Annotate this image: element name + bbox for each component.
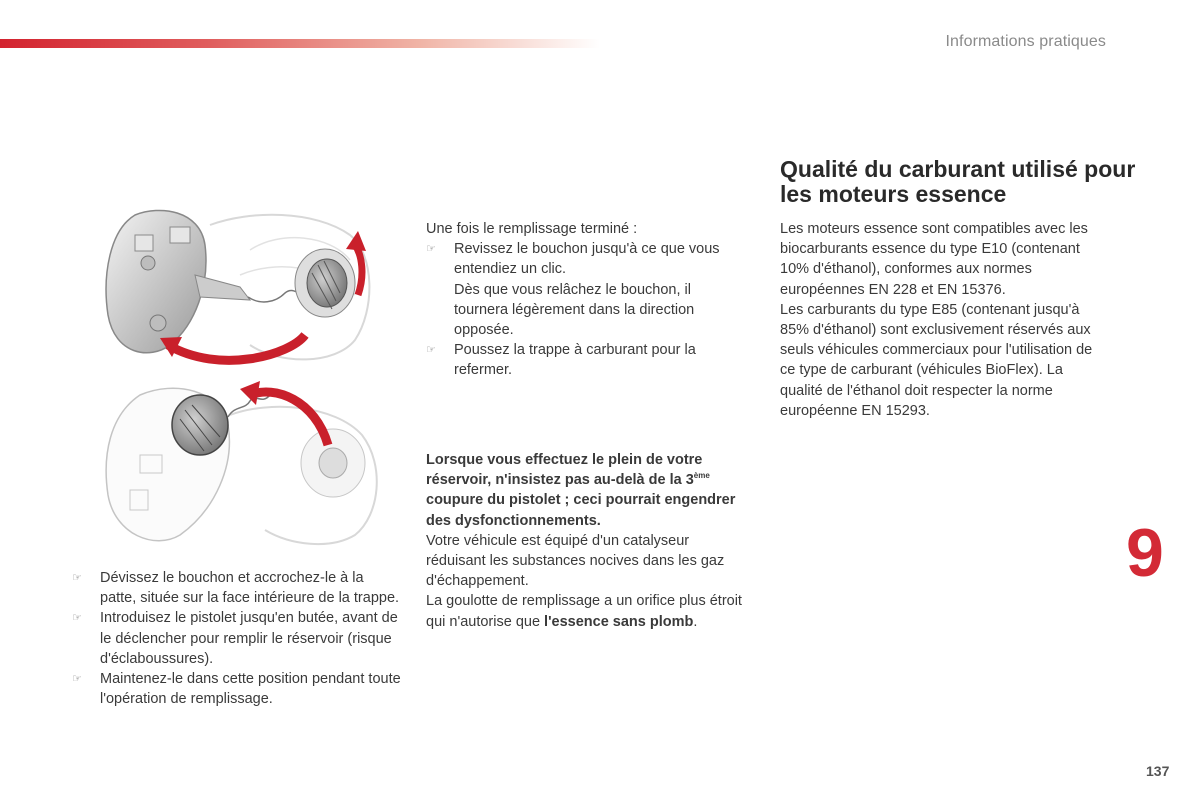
- section-header: Informations pratiques: [945, 33, 1106, 50]
- filler-neck-text: La goulotte de remplissage a un orifice plus étroit qui n'autorise que: [426, 593, 742, 630]
- fuel-quality-column: [780, 219, 1100, 421]
- fueling-steps-column: [72, 568, 402, 709]
- step-unscrew-text: Dévissez le bouchon et accrochez-le à la patte, située sur la face intérieure de la trappe.: [100, 570, 400, 607]
- fuel-cap-illustration: [100, 205, 380, 550]
- header-accent-bar: [0, 39, 600, 48]
- step-rescrew-text: Revissez le bouchon jusqu'à ce que vous entendiez un clic.: [454, 241, 720, 278]
- fuel-quality-heading: Qualité du carburant utilisé pour les moteurs essence: [780, 156, 1136, 207]
- nozzle-warning-part1: Lorsque vous effectuez le plein de votre réservoir, n'insistez pas au-delà de la 3: [426, 452, 703, 489]
- step-rescrew-note: Dès que vous relâchez le bouchon, il tournera légèrement dans la direction opposée.: [454, 281, 695, 339]
- list-item: [426, 239, 746, 340]
- e10-paragraph: Les moteurs essence sont compatibles avec les biocarburants essence du type E10 (contenant 10% d'éthanol), conformes aux normes européennes EN 228 et EN 15376.: [780, 221, 1088, 298]
- pointing-hand-icon: ☞: [72, 673, 82, 686]
- pointing-hand-icon: ☞: [72, 612, 82, 625]
- after-fueling-column: [426, 219, 746, 381]
- unleaded-fuel-emphasis: l'essence sans plomb: [544, 613, 694, 630]
- step-insert-nozzle-text: Introduisez le pistolet jusqu'en butée, avant de le déclencher pour remplir le réservoir (risque d'éclaboussures).: [100, 610, 398, 667]
- pointing-hand-icon: ☞: [72, 572, 82, 584]
- list-item: [72, 669, 402, 709]
- list-item: [72, 608, 402, 669]
- ordinal-superscript: ème: [693, 471, 710, 481]
- nozzle-warning-part2: coupure du pistolet ; ceci pourrait engendrer des dysfonctionnements.: [426, 492, 736, 529]
- list-item: [72, 568, 402, 608]
- chapter-number-tab: 9: [1126, 515, 1164, 591]
- after-fueling-intro: Une fois le remplissage terminé :: [426, 221, 638, 237]
- pointing-hand-icon: ☞: [426, 243, 436, 256]
- step-hold-position-text: Maintenez-le dans cette position pendant toute l'opération de remplissage.: [100, 671, 401, 708]
- filler-neck-paragraph: [426, 591, 751, 631]
- pointing-hand-icon: ☞: [426, 344, 436, 357]
- fueling-notes-column: [426, 450, 751, 632]
- filler-neck-period: .: [693, 613, 698, 630]
- list-item: [426, 340, 746, 380]
- nozzle-warning: [426, 450, 751, 531]
- step-close-flap-text: Poussez la trappe à carburant pour la refermer.: [454, 342, 696, 379]
- page-number: 137: [1146, 763, 1170, 779]
- e85-paragraph: Les carburants du type E85 (contenant jusqu'à 85% d'éthanol) sont exclusivement réservés aux seuls véhicules commerciaux pour l'utilisation de ce type de carburant (véhicules BioFlex). La qualité de l'éthanol doit respecter la norme européenne EN 15293.: [780, 301, 1093, 419]
- catalyst-paragraph: Votre véhicule est équipé d'un catalyseur réduisant les substances nocives dans les gaz d'échappement.: [426, 532, 725, 590]
- closing-step-figure: [106, 381, 377, 544]
- opening-step-figure: [106, 210, 369, 360]
